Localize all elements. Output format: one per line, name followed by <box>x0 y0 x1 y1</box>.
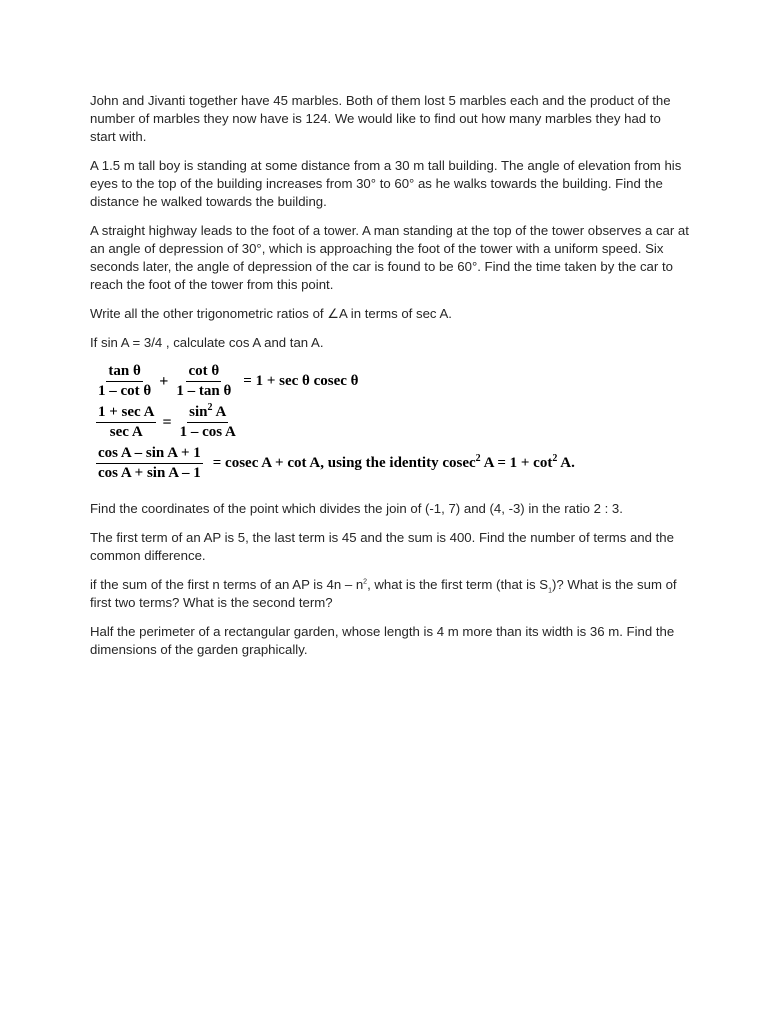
numerator: cot θ <box>186 363 221 382</box>
numerator: tan θ <box>106 363 142 382</box>
question-tower-car: A straight highway leads to the foot of a tower. A man standing at the top of the tower observes a car at an angle of depression of 30°, which is approaching the foot of the tower with a uniform speed. Six seconds later, the angle of depression of the car is found to be 60°. Find the time taken by the car to reach the foot of the tower from this point. <box>90 223 689 292</box>
fraction-tan-over-1-minus-cot <box>96 363 153 400</box>
question-boy-building: A 1.5 m tall boy is standing at some distance from a 30 m tall building. The angle of elevation from his eyes to the top of the building increases from 30° to 60° as he walks towards the building. Find the distance he walked towards the building. <box>90 158 682 209</box>
question-ap-terms: The first term of an AP is 5, the last term is 45 and the sum is 400. Find the number of terms and the common difference. <box>90 530 674 563</box>
question-marbles: John and Jivanti together have 45 marbles. Both of them lost 5 marbles each and the product of the number of marbles they now have is 124. We would like to find out how many marbles they had to start with. <box>90 93 671 144</box>
question-trig-ratios: Write all the other trigonometric ratios of ∠A in terms of sec A. <box>90 306 452 321</box>
fraction-cot-over-1-minus-tan <box>174 363 233 400</box>
equals-sign: = <box>162 413 172 431</box>
fraction-sin2-over-1-minus-cos <box>178 404 238 441</box>
question-sin-a: If sin A = 3/4 , calculate cos A and tan A. <box>90 335 324 350</box>
numerator: $\sin^2 A$ <box>187 404 228 423</box>
denominator: cos A + sin A – 1 <box>98 465 201 481</box>
numerator: 1 + sec A <box>96 404 156 423</box>
formula-row-3 <box>96 445 690 482</box>
question-garden: Half the perimeter of a rectangular garden, whose length is 4 m more than its width is 36 m. Find the dimensions of the garden graphically. <box>90 624 675 657</box>
question-ap-sum: if the sum of the first n terms of an AP is $4n - n^2$, what is the first term (that is $S_1$)? What is the sum of first two terms? What is the second term? <box>90 577 677 610</box>
fraction-1-plus-sec-over-sec <box>96 404 156 441</box>
denominator: 1 – tan θ <box>176 383 232 399</box>
formula-row-1 <box>96 363 690 400</box>
formula-rhs: = 1 + sec θ cosec θ <box>243 373 359 389</box>
numerator: cos A – sin A + 1 <box>96 445 203 464</box>
document-page <box>90 92 690 670</box>
formula-row-2 <box>96 404 690 441</box>
question-section-formula: Find the coordinates of the point which divides the join of (-1, 7) and (4, -3) in the ratio 2 : 3. <box>90 501 623 516</box>
denominator: 1 – cot θ <box>98 383 152 399</box>
plus-sign: + <box>159 372 169 390</box>
formula-block <box>96 363 690 482</box>
denominator: 1 – cos A <box>179 424 236 440</box>
fraction-cos-sin-identity <box>96 445 203 482</box>
formula-rhs: = cosec A + cot A, using the identity cosec$^2$ $A = 1 + \cot^2 A$. <box>212 453 575 471</box>
denominator: sec A <box>109 424 143 440</box>
